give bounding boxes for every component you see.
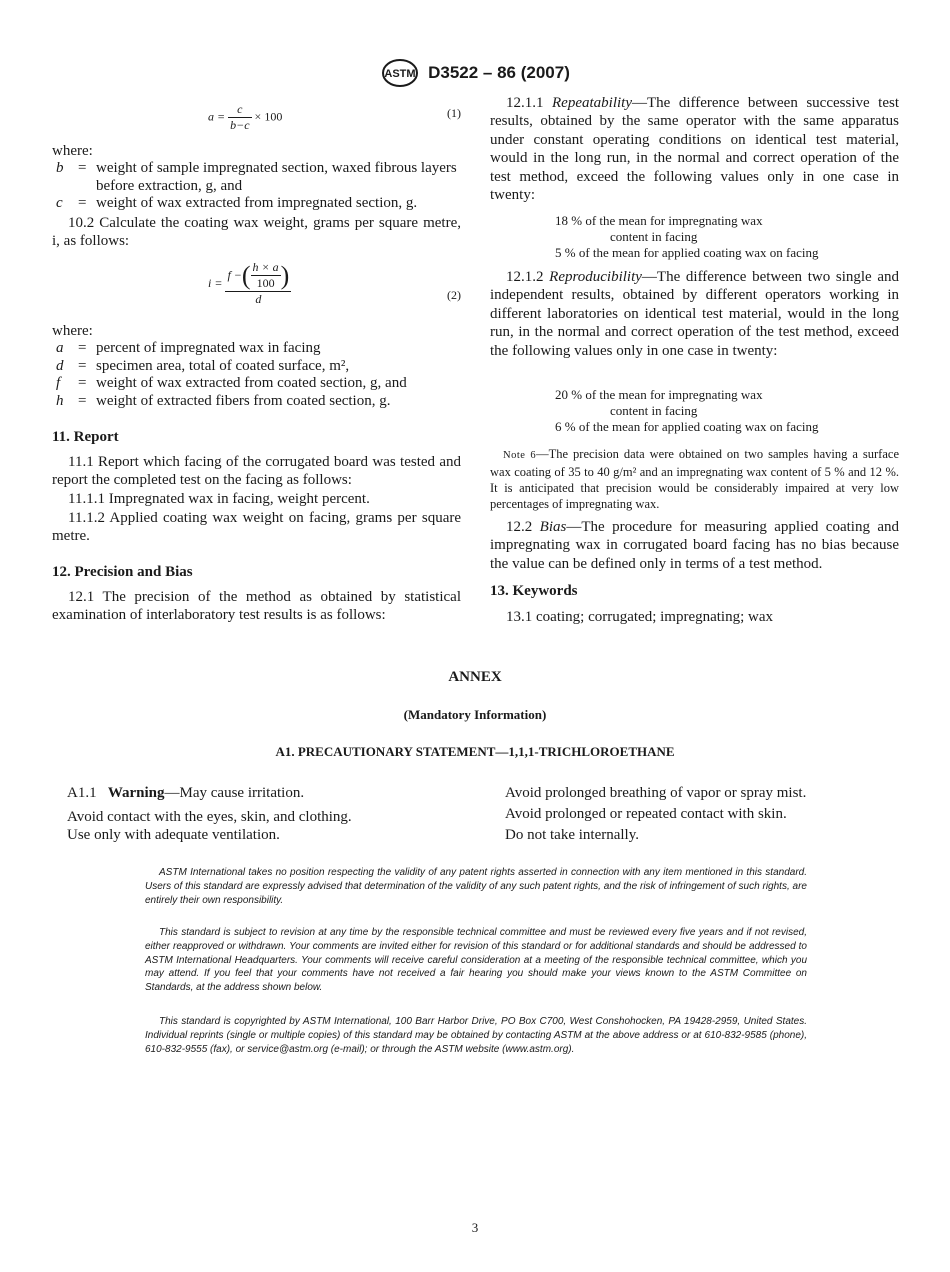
equation-number: (1) — [447, 106, 461, 120]
annex-subtitle: (Mandatory Information) — [403, 707, 547, 722]
where-label: where: — [52, 143, 93, 159]
precaution-skin: Avoid prolonged or repeated contact with skin. — [505, 806, 787, 822]
paragraph-12-1-2: 12.1.2 Reproducibility—The difference between two single and independent results, obtained by different operators working in different laboratories on identical test material, would in the long run, in the normal and correct operation of the test method, exceed the following values only in one case in twenty: — [490, 269, 899, 359]
reproducibility-values: 20 % of the mean for impregnating wax content in facing 6 % of the mean for applied coating wax on facing — [555, 387, 819, 434]
paragraph-11-1: 11.1 Report which facing of the corrugated board was tested and report the completed test on the facing as follows: — [52, 454, 461, 489]
paragraph-10-2: 10.2 Calculate the coating wax weight, grams per square metre, i, as follows: — [52, 215, 461, 250]
page-number: 3 — [471, 1220, 479, 1235]
annex-a1-heading: A1. PRECAUTIONARY STATEMENT—1,1,1-TRICHLOROETHANE — [275, 744, 675, 759]
svg-text:ASTM: ASTM — [384, 68, 416, 80]
equation-number: (2) — [447, 288, 461, 302]
annex-title: ANNEX — [448, 669, 502, 685]
paragraph-13-1: 13.1 coating; corrugated; impregnating; wax — [506, 609, 774, 625]
paragraph-11-1-2: 11.1.2 Applied coating wax weight on facing, grams per square metre. — [52, 510, 461, 545]
paragraph-12-1-1: 12.1.1 Repeatability—The difference between successive test results, obtained by the same operator with the same apparatus under constant operating conditions on identical test material, would in the long run, in the normal and correct operation of the test method, exceed the following values only in one case in twenty: — [490, 95, 899, 204]
section-heading-keywords: 13. Keywords — [490, 583, 578, 599]
section-heading-precision: 12. Precision and Bias — [52, 564, 193, 580]
footer-revision: This standard is subject to revision at any time by the responsible technical committee and must be reviewed every five years and if not revised, either reapproved or withdrawn. Your comments are invited either for revision of this standard or for additional standards and should be addressed to ASTM International Headquarters. Your comments will receive careful consideration at a meeting of the responsible technical committee, which you may attend. If you feel that your comments have not received a fair hearing you should make your views known to the ASTM Committee on Standards, at the address shown below. — [145, 927, 807, 994]
note-6: Note 6—The precision data were obtained on two samples having a surface wax coating of 35 to 40 g/m² and an impregnating wax content of 5 % and 12 %. It is anticipated that precision would be considerably impaired at very low percentages of impregnating wax. — [490, 447, 899, 511]
paragraph-12-2: 12.2 Bias—The procedure for measuring applied coating and impregnating wax in corrugated board facing has no bias because the value can be defined only in terms of a test method. — [490, 519, 900, 572]
footer-copyright: This standard is copyrighted by ASTM International, 100 Barr Harbor Drive, PO Box C700, West Conshohocken, PA 19428-2959, United States. Individual reprints (single or multiple copies) of this standard may be obtained by contacting ASTM at the above address or at 610-832-9585 (phone), 610-832-9555 (fax), or service@astm.org (e-mail); or through the ASTM website (www.astm.org). — [145, 1016, 807, 1055]
precaution-breathing: Avoid prolonged breathing of vapor or spray mist. — [505, 785, 807, 801]
footer-patent: ASTM International takes no position respecting the validity of any patent rights asserted in connection with any item mentioned in this standard. Users of this standard are expressly advised that determination of the validity of any such patent rights, and the risk of infringement of such rights, are entirely their own responsibility. — [145, 867, 807, 906]
warning-statement: A1.1 Warning—May cause irritation. — [67, 785, 305, 801]
equation-1: a = $\frac{c}{b-c}$ × 100 (1) — [208, 102, 461, 132]
definitions-2: a = percent of impregnated wax in facing d = specimen area, total of coated surface, m², f = weight of wax extracted from coated section, g, and h = weight of extracted fibers from coated section, g. — [56, 340, 407, 409]
repeatability-values: 18 % of the mean for impregnating wax content in facing 5 % of the mean for applied coating wax on facing — [555, 213, 819, 260]
paragraph-12-1: 12.1 The precision of the method as obtained by statistical examination of interlaboratory test results is as follows: — [52, 589, 461, 624]
where-label: where: — [52, 323, 93, 339]
precaution-ventilation: Use only with adequate ventilation. — [67, 827, 280, 843]
page-header — [0, 58, 950, 88]
astm-logo-icon — [380, 58, 420, 88]
definitions-1: b = weight of sample impregnated section, waxed fibrous layers before extraction, g, and c = weight of wax extracted from impregnated section, g. — [56, 160, 457, 212]
precaution-internal: Do not take internally. — [505, 827, 639, 843]
section-heading-report: 11. Report — [52, 429, 119, 445]
paragraph-11-1-1: 11.1.1 Impregnated wax in facing, weight percent. — [68, 491, 370, 507]
document-designation: D3522 – 86 (2007) — [428, 63, 570, 82]
precaution-eyes: Avoid contact with the eyes, skin, and clothing. — [67, 809, 352, 825]
equation-2: i = f − ( $\frac{h \times a}{100}$ ) d (2) — [208, 260, 461, 306]
